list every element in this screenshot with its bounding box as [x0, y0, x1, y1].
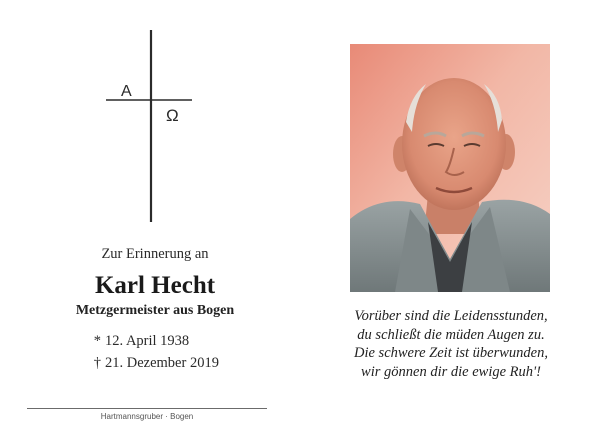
- birth-star-icon: *: [93, 333, 101, 349]
- deceased-name: Karl Hecht: [94, 272, 216, 299]
- cross-symbol: [100, 28, 200, 224]
- poem-line: du schließt die müden Augen zu.: [357, 326, 545, 343]
- poem-line: Vorüber sind die Leidensstunden,: [354, 308, 548, 324]
- memorial-poem: [316, 307, 586, 381]
- poem-line: wir gönnen dir die ewige Ruh'!: [361, 363, 541, 380]
- occupation-line: Metzgermeister aus Bogen: [75, 303, 235, 318]
- cross-icon: [100, 28, 200, 224]
- printer-imprint: Hartmannsgruber · Bogen: [100, 412, 194, 421]
- poem-line: Die schwere Zeit ist überwunden,: [354, 345, 548, 361]
- omega-letter: Ω: [166, 106, 179, 125]
- alpha-letter: A: [121, 83, 132, 100]
- birth-date: 12. April 1938: [105, 333, 190, 349]
- death-row: [40, 355, 270, 372]
- portrait-photo: [350, 44, 550, 292]
- death-dagger-icon: †: [93, 355, 101, 371]
- remembrance-line: Zur Erinnerung an: [101, 246, 209, 262]
- life-dates: [40, 333, 270, 377]
- portrait-image: [350, 44, 550, 292]
- birth-row: [40, 333, 270, 350]
- divider-line: [27, 408, 267, 409]
- death-date: 21. Dezember 2019: [105, 355, 219, 371]
